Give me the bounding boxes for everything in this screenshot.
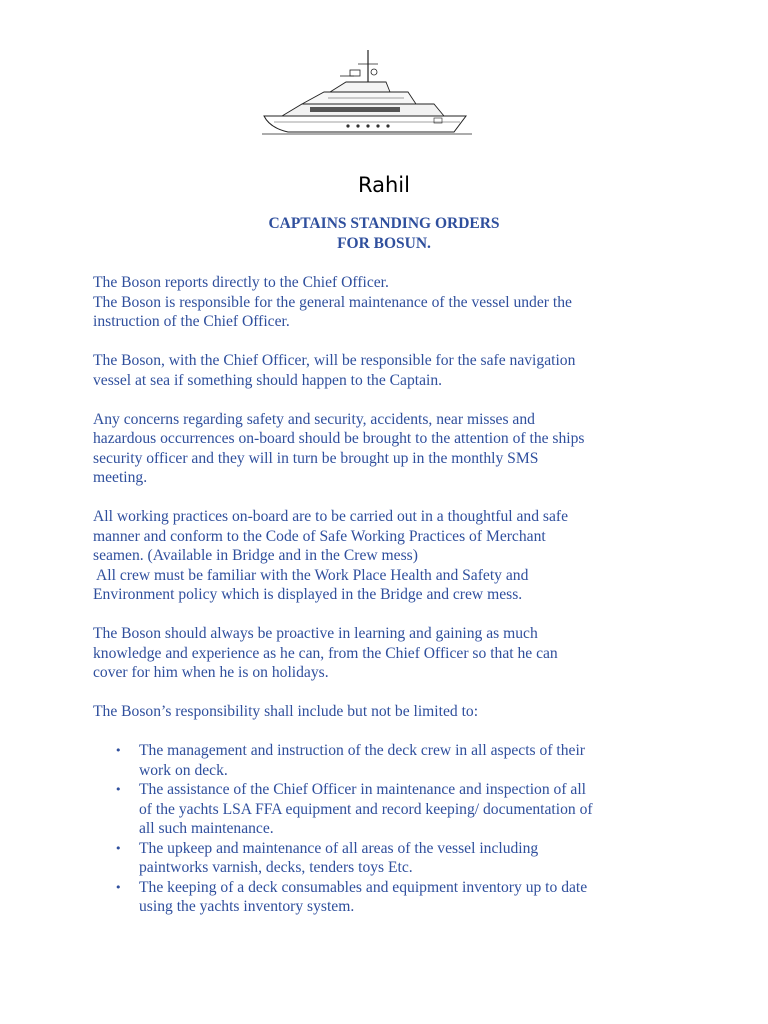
vessel-name: Rahil	[358, 173, 410, 197]
text-line: instruction of the Chief Officer.	[93, 313, 290, 330]
text-line: The assistance of the Chief Officer in maintenance and inspection of all	[139, 781, 587, 798]
text-line: of the yachts LSA FFA equipment and record keeping/ documentation of	[139, 800, 593, 818]
text-line: The Boson, with the Chief Officer, will be responsible for the safe navigation	[93, 352, 576, 369]
text-line: The Boson is responsible for the general maintenance of the vessel under the	[93, 293, 572, 311]
text-line: using the yachts inventory system.	[139, 898, 355, 915]
paragraph-working-practices	[93, 507, 683, 605]
list-item	[93, 741, 683, 780]
title-line-1: CAPTAINS STANDING ORDERS	[268, 215, 500, 232]
text-line: The keeping of a deck consumables and equipment inventory up to date	[139, 878, 588, 896]
list-item	[93, 839, 683, 878]
text-line: The Boson’s responsibility shall include but not be limited to:	[93, 703, 479, 720]
responsibility-list	[93, 741, 683, 917]
document-body	[93, 273, 683, 917]
text-line: The management and instruction of the deck crew in all aspects of their	[139, 742, 585, 759]
paragraph-responsibility-intro	[93, 702, 683, 722]
list-item	[93, 878, 683, 917]
text-line: manner and conform to the Code of Safe Working Practices of Merchant	[93, 527, 546, 545]
text-line: Environment policy which is displayed in the Bridge and crew mess.	[93, 586, 523, 603]
text-line: all such maintenance.	[139, 820, 274, 837]
text-line: All working practices on-board are to be carried out in a thoughtful and safe	[93, 508, 569, 525]
text-line: The upkeep and maintenance of all areas of the vessel including	[139, 839, 539, 857]
text-line: cover for him when he is on holidays.	[93, 664, 329, 681]
list-item	[93, 780, 683, 839]
text-line: The Boson reports directly to the Chief Officer.	[93, 274, 389, 291]
paragraph-navigation	[93, 351, 683, 390]
bullet-icon: •	[115, 880, 122, 894]
text-line: Any concerns regarding safety and security, accidents, near misses and	[93, 410, 535, 428]
paragraph-safety	[93, 410, 683, 488]
bullet-icon: •	[115, 744, 122, 757]
text-line: All crew must be familiar with the Work Place Health and Safety and	[93, 566, 529, 584]
text-line: knowledge and experience as he can, from the Chief Officer so that he can	[93, 644, 558, 662]
paragraph-proactive	[93, 624, 683, 683]
text-line: hazardous occurrences on-board should be brought to the attention of the ships	[93, 430, 585, 447]
yacht-icon	[258, 42, 478, 142]
text-line: seamen. (Available in Bridge and in the Crew mess)	[93, 547, 418, 564]
document-title	[0, 214, 768, 253]
title-line-2: FOR BOSUN.	[337, 234, 431, 252]
text-line: meeting.	[93, 469, 148, 486]
bullet-icon: •	[115, 841, 122, 855]
text-line: paintworks varnish, decks, tenders toys Etc.	[139, 859, 413, 876]
text-line: The Boson should always be proactive in learning and gaining as much	[93, 625, 538, 642]
text-line: security officer and they will in turn be brought up in the monthly SMS	[93, 449, 539, 467]
bullet-icon: •	[115, 783, 122, 796]
text-line: vessel at sea if something should happen to the Captain.	[93, 371, 443, 389]
paragraph-reporting	[93, 273, 683, 332]
text-line: work on deck.	[139, 761, 228, 779]
